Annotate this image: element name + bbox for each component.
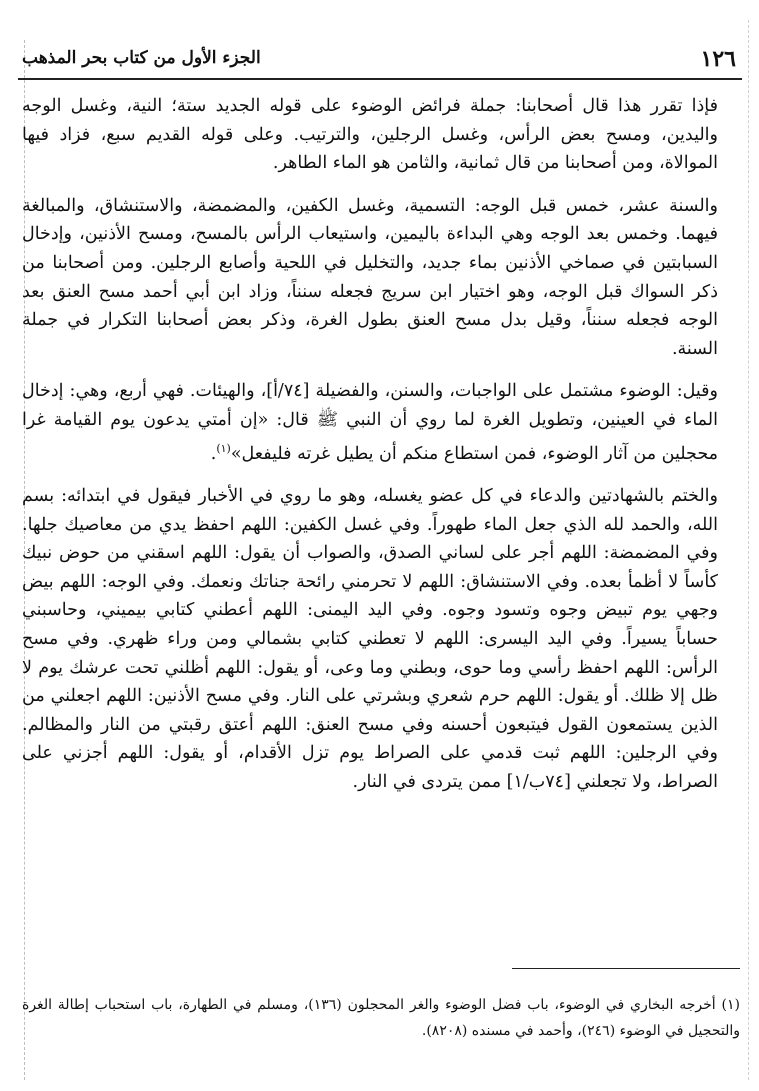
paragraph-obligations: فإذا تقرر هذا قال أصحابنا: جملة فرائض الوضوء على قوله الجديد ستة؛ النية، وغسل الوجه واليدين، ومسح بعض الرأس، وغسل الرجلين، والترتيب. وعلى قوله القديم سبع، فزاد فيها الموالاة، ومن أصحابنا من قال ثمانية، والثامن هو الماء الطاهر. <box>22 96 718 174</box>
paragraph-supplications: والختم بالشهادتين والدعاء في كل عضو يغسله، وهو ما روي في الأخبار فيقول في ابتدائه: بسم الله، والحمد لله الذي جعل الماء طهوراً. وفي غسل الكفين: اللهم احفظ يدي من معاصيك جلها. وفي المضمضة: اللهم أجر على لساني الصدق، والصواب أن يقول: اللهم اسقني من حوض نبيك كأساً لا أظمأ بعده. وفي الاستنشاق: اللهم لا تحرمني رائحة جناتك ونعمك. وفي الوجه: اللهم بيض وجهي يوم تبيض وجوه وتسود وجوه. وفي اليد اليمنى: اللهم أعطني كتابي بيميني، وحاسبني حساباً يسيراً. وفي اليد اليسرى: اللهم لا تعطني كتابي بشمالي ومن وراء ظهري. وفي مسح الرأس: اللهم احفظ رأسي وما حوى، وبطني وما وعى، أو يقول: اللهم أظلني تحت عرشك يوم لا ظل إلا ظلك. أو يقول: اللهم حرم شعري وبشرتي على النار. وفي مسح الأذنين: اللهم اجعلني من الذين يستمعون القول فيتبعون أحسنه وفي مسح العنق: اللهم أعتق رقبتي من النار والمظالم. وفي الرجلين: اللهم ثبت قدمي على الصراط يوم تزل الأقدام، أو يقول: اللهم أجزني على الصراط، ولا تجعلني [٧٤ب/١] ممن يتردى في النار. <box>22 485 718 792</box>
page-header <box>18 42 742 78</box>
footnote-rule <box>512 968 740 969</box>
paragraph-categories-text: وقيل: الوضوء مشتمل على الواجبات، والسنن، والفضيلة [٧٤/أ]، والهيئات. فهي أربع، وهي: إدخال الماء في العينين، وتطويل الغرة لما روي أن النبي ﷺ قال: «إن أمتي يدعون يوم القيامة غرا محجلين من آثار الوضوء، فمن استطاع منكم أن يطيل غرته فليفعل» <box>22 381 718 464</box>
scan-margin-line <box>748 20 749 1080</box>
paragraph-categories: وقيل: الوضوء مشتمل على الواجبات، والسنن، والفضيلة [٧٤/أ]، والهيئات. فهي أربع، وهي: إدخال الماء في العينين، وتطويل الغرة لما روي أن النبي ﷺ قال: «إن أمتي يدعون يوم القيامة غرا محجلين من آثار الوضوء، فمن استطاع منكم أن يطيل غرته فليفعل»$^{(١)}$. <box>22 381 718 464</box>
running-title: الجزء الأول من كتاب بحر المذهب <box>22 48 261 68</box>
header-rule <box>18 78 742 80</box>
page-number: ١٢٦ <box>700 46 736 72</box>
paragraph-sunnah: والسنة عشر، خمس قبل الوجه: التسمية، وغسل الكفين، والمضمضة، والاستنشاق، والمبالغة فيهما. وخمس بعد الوجه وهي البداءة باليمين، واستيعاب الرأس بالمسح، ومسح الأذنين، وإدخال السبابتين في صماخي الأذنين بماء جديد، والتخليل في اللحية وأصابع الرجلين. ومن أصحابنا من ذكر السواك قبل الوجه، وهو اختيار ابن سريج فجعله سنناً، وزاد ابن أبي أحمد مسح العنق بعد الوجه فجعله سنناً، وقيل بدل مسح العنق بطول الغرة، وذكر بعض أصحابنا التكرار في جملة السنة. <box>22 195 718 359</box>
main-text <box>22 92 742 796</box>
footnote-marker: (١) <box>216 441 231 455</box>
footnote: (١) أخرجه البخاري في الوضوء، باب فضل الوضوء والغر المحجلون (١٣٦)، ومسلم في الطهارة، باب استحباب إطالة الغرة والتحجيل في الوضوء (٢٤٦)، وأحمد في مسنده (٨٢٠٨). <box>22 997 740 1039</box>
